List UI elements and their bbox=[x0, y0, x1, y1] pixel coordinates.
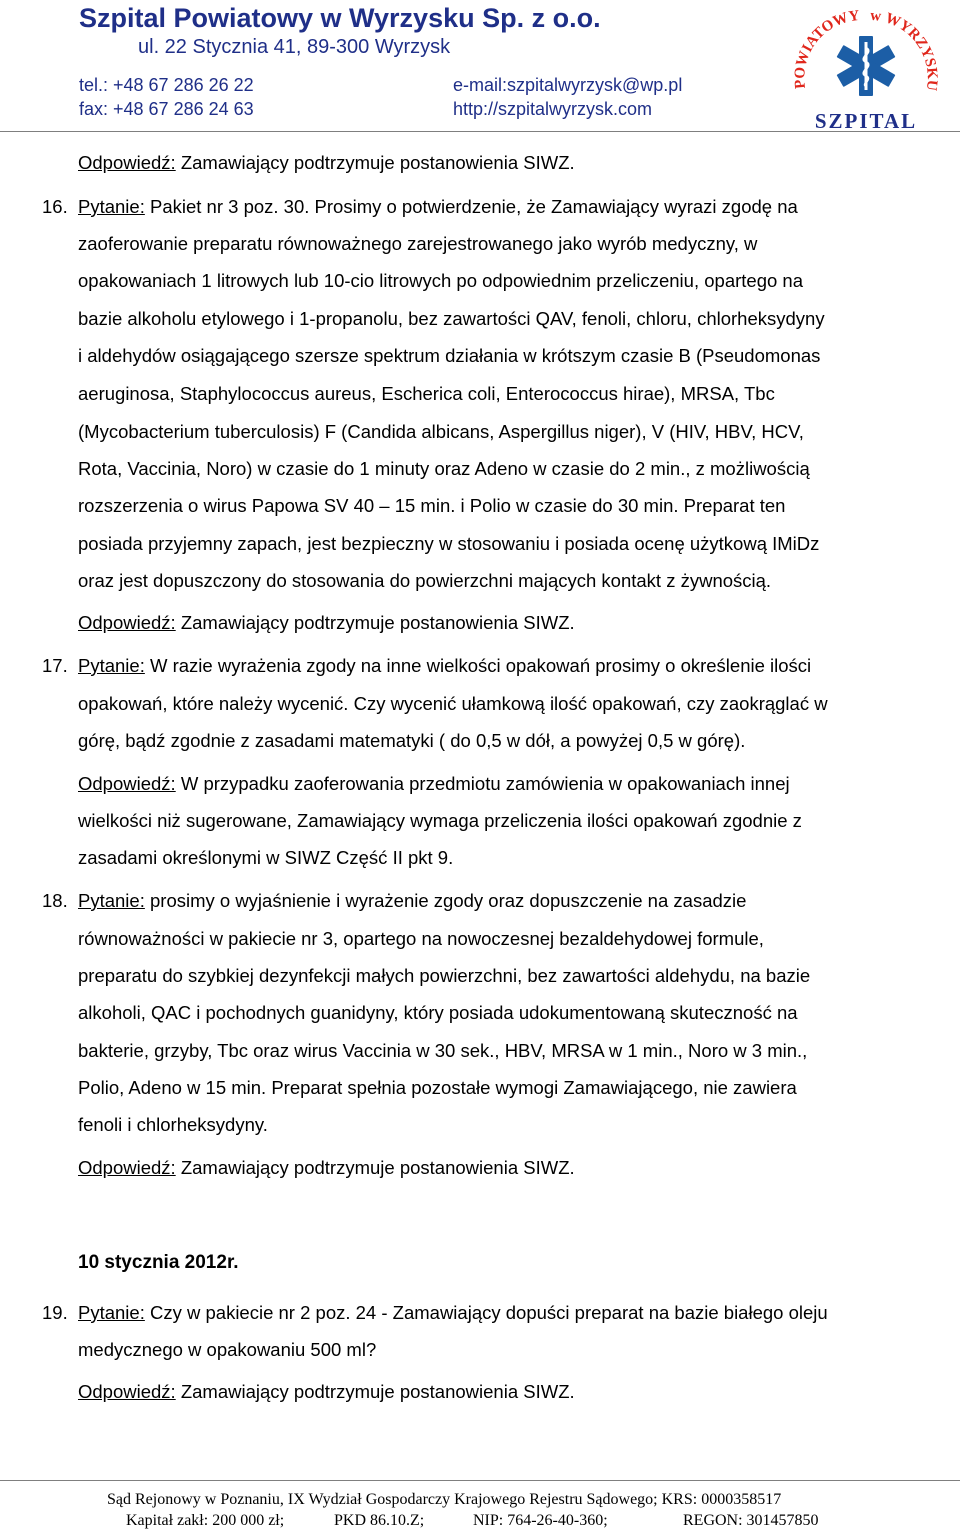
footer-pkd: PKD 86.10.Z; bbox=[334, 1512, 425, 1529]
footer-capital: Kapitał zakł: 200 000 zł; bbox=[126, 1512, 285, 1529]
question-16-line: i aldehydów osiągającego szersze spektrum działania w krótszym czasie B (Pseudomonas bbox=[78, 345, 821, 366]
answer-label: Odpowiedź: bbox=[78, 773, 176, 794]
question-17-line bbox=[78, 655, 811, 677]
header-divider bbox=[0, 131, 960, 132]
answer-17 bbox=[78, 773, 790, 795]
footer-divider bbox=[0, 1480, 960, 1481]
question-17-line: górę, bądź zgodnie z zasadami matematyki ( do 0,5 w dół, a powyżej 0,5 w górę). bbox=[78, 730, 746, 751]
question-16-line: posiada przyjemny zapach, jest bezpieczny w stosowaniu i posiada ocenę użytkową IMiDz bbox=[78, 533, 820, 554]
logo-arc-right-text: w WYRZYSKU bbox=[869, 7, 940, 92]
hospital-address: ul. 22 Stycznia 41, 89-300 Wyrzysk bbox=[138, 36, 451, 58]
footer-nip: NIP: 764-26-40-360; bbox=[473, 1512, 608, 1529]
fax-number: fax: +48 67 286 24 63 bbox=[79, 99, 254, 119]
question-18-line bbox=[78, 890, 746, 912]
question-18-line: bakterie, grzyby, Tbc oraz wirus Vaccinia w 30 sek., HBV, MRSA w 1 min., Noro w 3 min., bbox=[78, 1040, 808, 1061]
item-number-16: 16. bbox=[42, 196, 68, 217]
question-16-line: (Mycobacterium tuberculosis) F (Candida albicans, Aspergillus niger), V (HIV, HBV, HCV, bbox=[78, 421, 804, 442]
answer-text: Zamawiający podtrzymuje postanowienia SIWZ. bbox=[175, 1157, 575, 1178]
section-date: 10 stycznia 2012r. bbox=[78, 1252, 239, 1273]
item-number-18: 18. bbox=[42, 890, 68, 911]
question-16-line bbox=[78, 196, 798, 218]
question-18-line: alkoholi, QAC i pochodnych guanidyny, który posiada udokumentowaną skuteczność na bbox=[78, 1002, 798, 1023]
question-19-line: medycznego w opakowaniu 500 ml? bbox=[78, 1339, 377, 1360]
hospital-logo bbox=[784, 0, 948, 132]
star-of-life-icon bbox=[837, 36, 896, 96]
footer-registry: Sąd Rejonowy w Poznaniu, IX Wydział Gospodarczy Krajowego Rejestru Sądowego; KRS: 0000358517 bbox=[107, 1491, 782, 1508]
question-16-line: bazie alkoholu etylowego i 1-propanolu, bez zawartości QAV, fenoli, chloru, chlorheksydyny bbox=[78, 308, 825, 329]
question-18-line: Polio, Adeno w 15 min. Preparat spełnia pozostałe wymogi Zamawiającego, nie zawiera bbox=[78, 1077, 797, 1098]
question-16-line: aeruginosa, Staphylococcus aureus, Escherica coli, Enterococcus hirae), MRSA, Tbc bbox=[78, 383, 775, 404]
question-text: Pakiet nr 3 poz. 30. Prosimy o potwierdzenie, że Zamawiający wyrazi zgodę na bbox=[144, 196, 798, 217]
question-text: prosimy o wyjaśnienie i wyrażenie zgody oraz dopuszczenie na zasadzie bbox=[144, 890, 747, 911]
answer-17-line: zasadami określonymi w SIWZ Część II pkt 9. bbox=[78, 847, 454, 868]
item-number-17: 17. bbox=[42, 655, 68, 676]
answer-text: Zamawiający podtrzymuje postanowienia SIWZ. bbox=[175, 152, 575, 173]
answer-text: Zamawiający podtrzymuje postanowienia SIWZ. bbox=[175, 612, 575, 633]
answer-label: Odpowiedź: bbox=[78, 612, 176, 633]
logo-bottom-text: SZPITAL bbox=[814, 109, 918, 132]
question-text: W razie wyrażenia zgody na inne wielkości opakowań prosimy o określenie ilości bbox=[144, 655, 812, 676]
item-number-19: 19. bbox=[42, 1302, 68, 1323]
question-17-line: opakowań, które należy wycenić. Czy wycenić ułamkową ilość opakowań, czy zaokrąglać w bbox=[78, 693, 828, 714]
hospital-name: Szpital Powiatowy w Wyrzysku Sp. z o.o. bbox=[79, 3, 601, 33]
answer-label: Odpowiedź: bbox=[78, 1381, 176, 1402]
question-text: Czy w pakiecie nr 2 poz. 24 - Zamawiający dopuści preparat na bazie białego oleju bbox=[144, 1302, 828, 1323]
answer-text: W przypadku zaoferowania przedmiotu zamówienia w opakowaniach innej bbox=[175, 773, 790, 794]
question-16-line: oraz jest dopuszczony do stosowania do powierzchni mających kontakt z żywnością. bbox=[78, 570, 772, 591]
answer-text: Zamawiający podtrzymuje postanowienia SIWZ. bbox=[175, 1381, 575, 1402]
question-16-line: zaoferowanie preparatu równoważnego zarejestrowanego jako wyrób medyczny, w bbox=[78, 233, 758, 254]
answer-label: Odpowiedź: bbox=[78, 152, 176, 173]
website-address: http://szpitalwyrzysk.com bbox=[453, 99, 653, 119]
question-18-line: równoważności w pakiecie nr 3, opartego na nowoczesnej bezaldehydowej formule, bbox=[78, 928, 764, 949]
footer-regon: REGON: 301457850 bbox=[683, 1512, 819, 1529]
answer-label: Odpowiedź: bbox=[78, 1157, 176, 1178]
question-16-line: rozszerzenia o wirus Papowa SV 40 – 15 min. i Polio w czasie do 30 min. Preparat ten bbox=[78, 495, 786, 516]
answer-17-line: wielkości niż sugerowane, Zamawiający wymaga przeliczenia ilości opakowań zgodnie z bbox=[78, 810, 802, 831]
answer-16 bbox=[78, 612, 575, 634]
question-label: Pytanie: bbox=[78, 196, 145, 217]
question-19-line bbox=[78, 1302, 828, 1324]
question-16-line: Rota, Vaccinia, Noro) w czasie do 1 minuty oraz Adeno w czasie do 2 min., z możliwością bbox=[78, 458, 810, 479]
question-16-line: opakowaniach 1 litrowych lub 10-cio litrowych po odpowiednim przeliczeniu, opartego na bbox=[78, 270, 803, 291]
email-address: e-mail:szpitalwyrzysk@wp.pl bbox=[453, 75, 683, 95]
answer-15 bbox=[78, 152, 575, 174]
question-label: Pytanie: bbox=[78, 890, 145, 911]
question-18-line: fenoli i chlorheksydyny. bbox=[78, 1114, 268, 1135]
question-label: Pytanie: bbox=[78, 1302, 145, 1323]
question-label: Pytanie: bbox=[78, 655, 145, 676]
answer-19 bbox=[78, 1381, 575, 1403]
letterhead bbox=[0, 0, 960, 134]
question-18-line: preparatu do szybkiej dezynfekcji małych powierzchni, bez zawartości aldehydu, na bazie bbox=[78, 965, 811, 986]
answer-18 bbox=[78, 1157, 575, 1179]
logo-arc-left-text: POWIATOWY bbox=[792, 7, 861, 90]
phone-number: tel.: +48 67 286 26 22 bbox=[79, 75, 254, 95]
